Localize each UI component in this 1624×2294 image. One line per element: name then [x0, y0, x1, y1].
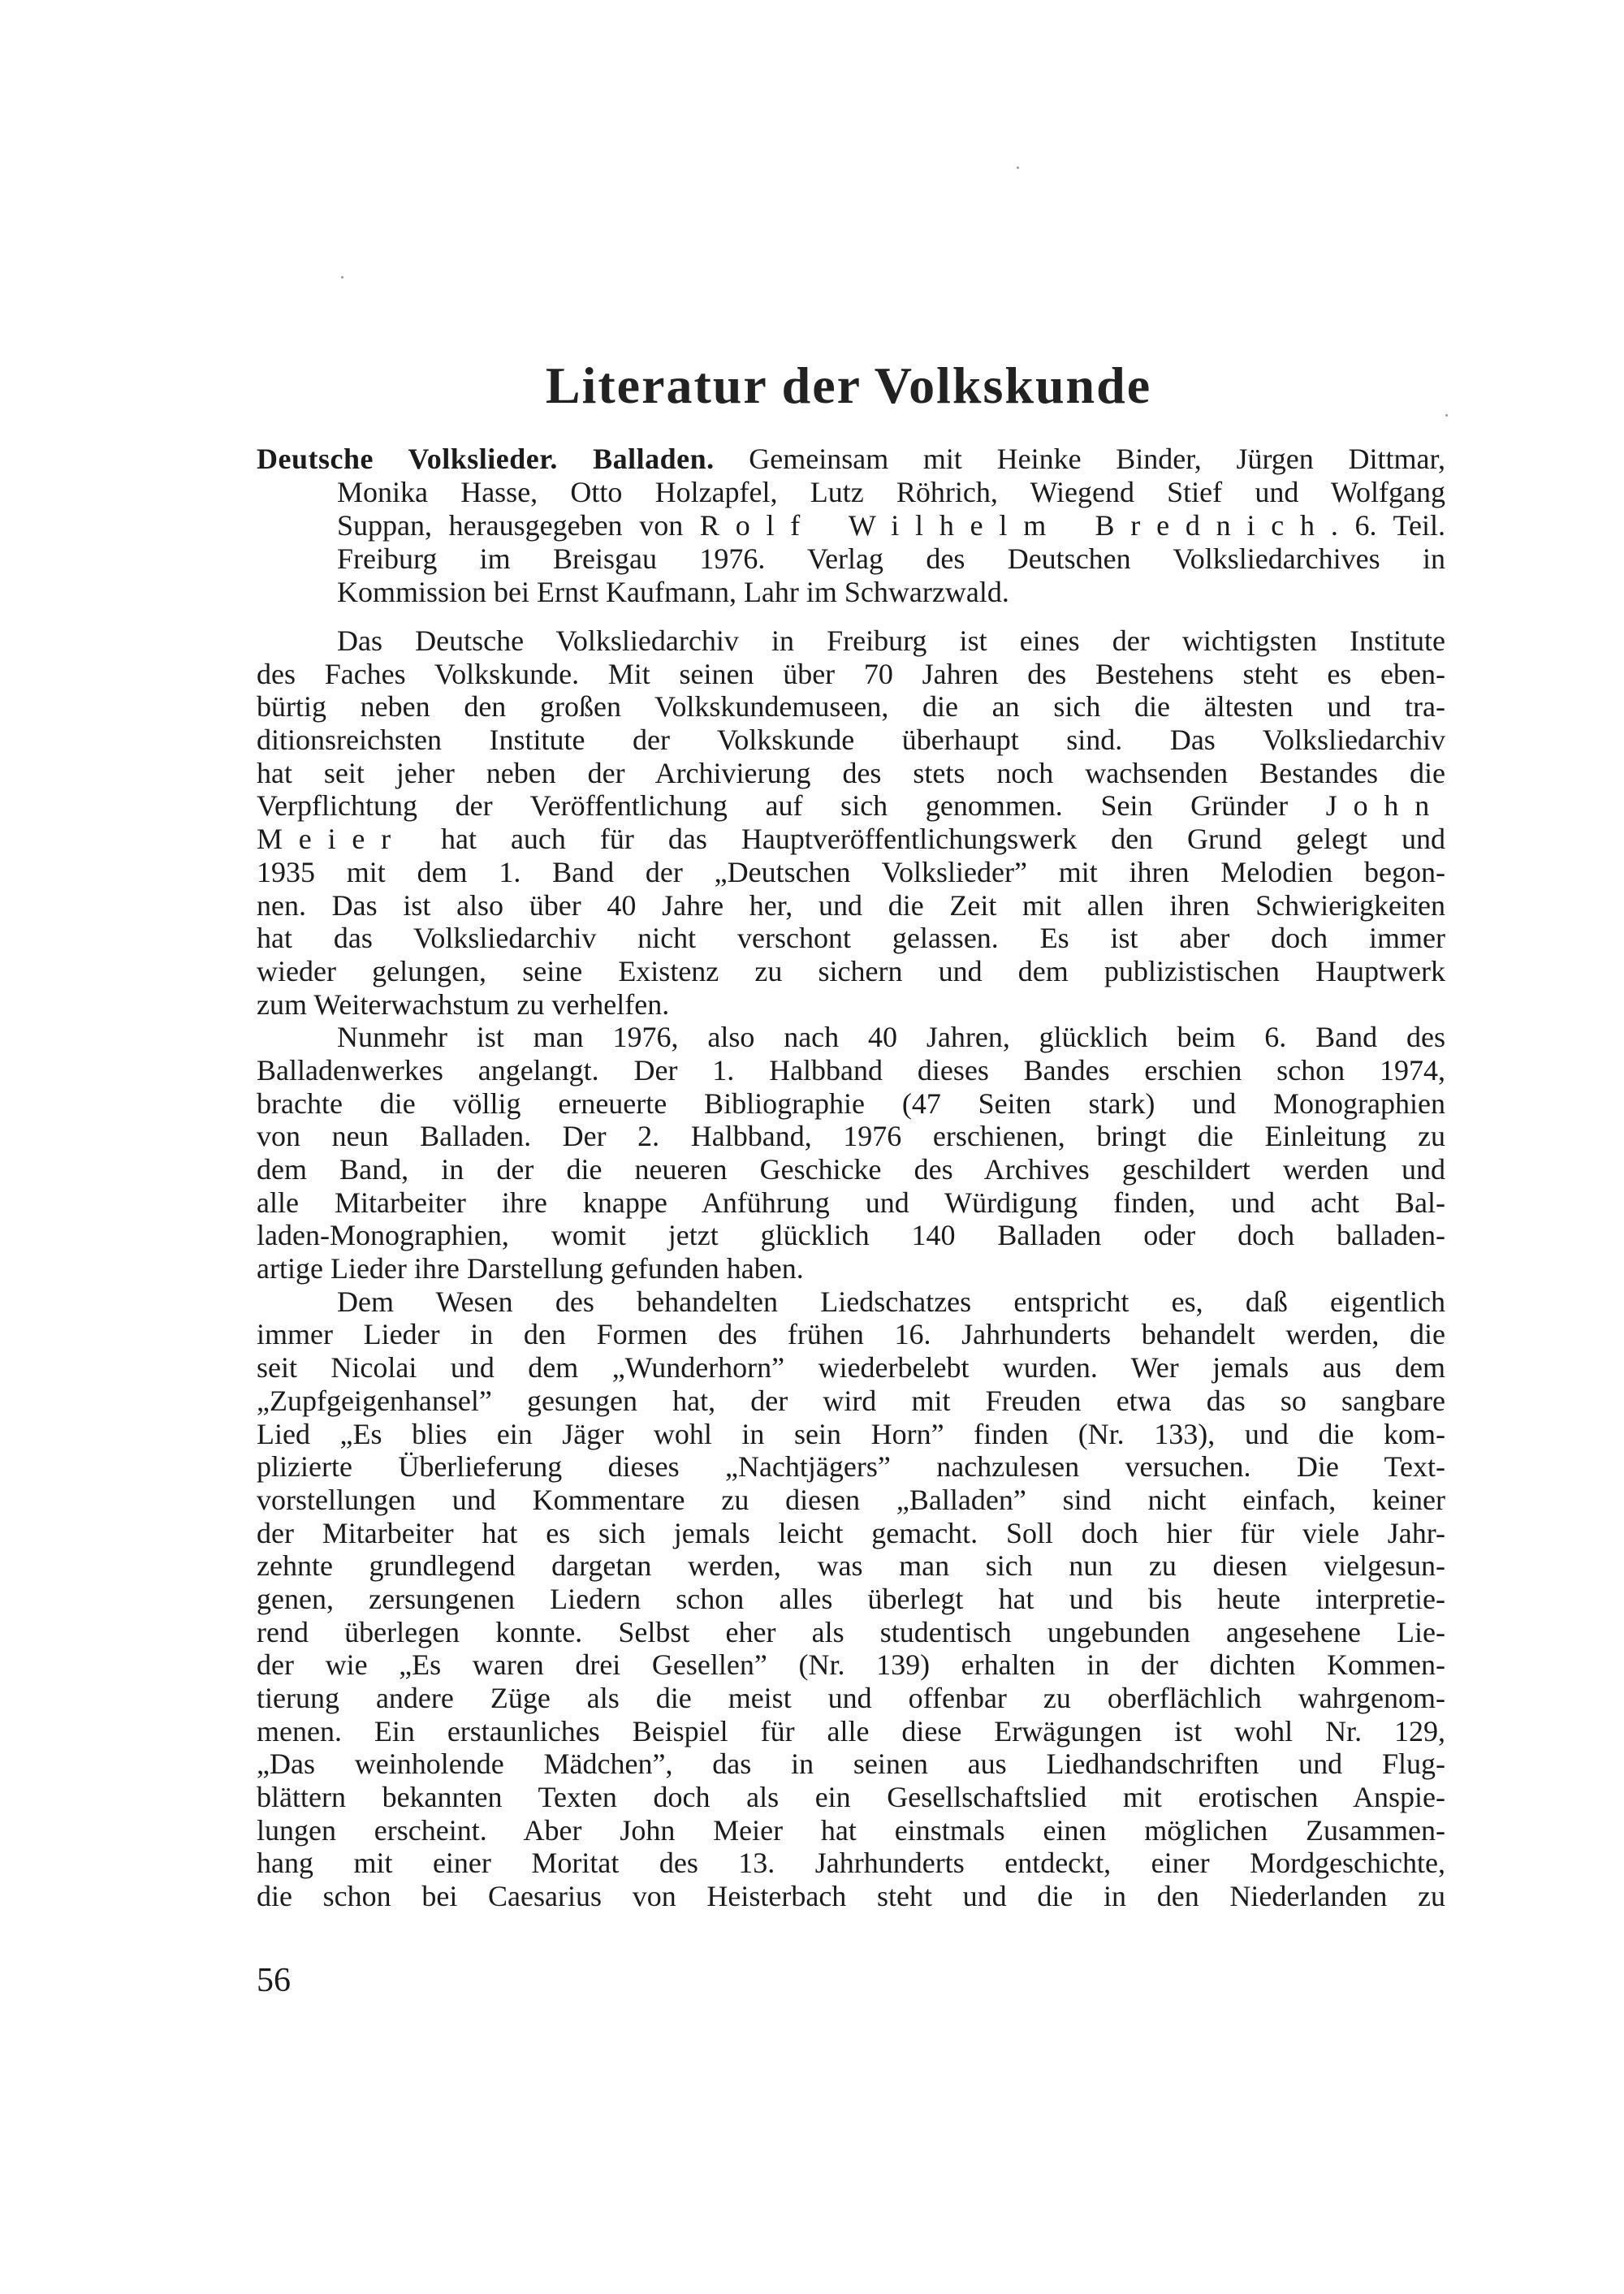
text-run: blättern bekannten Texten doch als ein Gesellschaftslied mit erotischen Anspie- — [257, 1781, 1445, 1814]
text-run: Lied „Es blies ein Jäger wohl in sein Horn” finden (Nr. 133), und die kom- — [257, 1417, 1445, 1450]
paragraph-line — [257, 1748, 1445, 1781]
paragraph-line — [257, 757, 1445, 790]
text-run: der wie „Es waren drei Gesellen” (Nr. 139) erhalten in der dichten Kommen- — [257, 1648, 1445, 1682]
text-run: dem Band, in der die neueren Geschicke des Archives geschildert werden und — [257, 1153, 1445, 1186]
citation-line — [257, 476, 1445, 509]
paragraph-line — [257, 1054, 1445, 1087]
paragraph-line — [257, 1418, 1445, 1451]
paragraph-line — [257, 1385, 1445, 1418]
paragraph-line — [257, 658, 1445, 691]
paragraph-line — [257, 1814, 1445, 1847]
text-run: ditionsreichsten Institute der Volkskunde überhaupt sind. Das Volksliedarchiv — [257, 724, 1445, 757]
scan-speck — [341, 276, 343, 279]
citation-title: Deutsche Volkslieder. Balladen. — [257, 443, 715, 475]
paragraph-line — [257, 1318, 1445, 1351]
text-run: Nunmehr ist man 1976, also nach 40 Jahren, glücklich beim 6. Band des — [337, 1021, 1445, 1054]
paragraph-line — [257, 856, 1445, 889]
bibliographic-citation — [257, 443, 1445, 609]
paragraph-line — [257, 1120, 1445, 1153]
text-run: Das Deutsche Volksliedarchiv in Freiburg ist eines der wichtigsten Institute — [337, 624, 1445, 657]
text-run: Verpflichtung der Veröffentlichung auf sich genommen. Sein Gründer — [257, 789, 1326, 823]
paragraph-line — [257, 889, 1445, 922]
paragraph-line — [257, 823, 1445, 856]
page-number: 56 — [257, 1962, 291, 1999]
text-run: bürtig neben den großen Volkskundemuseen, die an sich die ältesten und tra- — [257, 690, 1445, 724]
paragraph-line — [257, 690, 1445, 724]
paragraph-line — [257, 1153, 1445, 1186]
paragraph-line — [257, 988, 1445, 1022]
paragraph-line — [257, 1880, 1445, 1913]
text-run: laden-Monographien, womit jetzt glücklich 140 Balladen oder doch balladen- — [257, 1219, 1445, 1252]
text-run: 1935 mit dem 1. Band der „Deutschen Volkslieder” mit ihren Melodien begon- — [257, 855, 1445, 888]
paragraph-line — [257, 1219, 1445, 1252]
text-run: genen, zersungenen Liedern schon alles überlegt hat und bis heute interpretie- — [257, 1582, 1445, 1615]
text-run: des Faches Volkskunde. Mit seinen über 70 Jahren des Bestehens steht es eben- — [257, 657, 1445, 690]
text-run: hat auch für das Hauptveröffentlichungswerk den Grund gelegt und — [406, 823, 1445, 856]
text-run: rend überlegen konnte. Selbst eher als studentisch ungebunden angesehene Lie- — [257, 1615, 1445, 1648]
text-run: hat das Volksliedarchiv nicht verschont gelassen. Es ist aber doch immer — [257, 922, 1445, 955]
paragraph-line — [257, 789, 1445, 823]
paragraph-line — [257, 1021, 1445, 1054]
review-body — [257, 624, 1445, 1913]
paragraph-line — [257, 624, 1445, 658]
text-run: plizierte Überlieferung dieses „Nachtjägers” nachzulesen versuchen. Die Text- — [257, 1450, 1445, 1484]
paragraph-line — [257, 1450, 1445, 1484]
paragraph-line — [257, 1648, 1445, 1682]
paragraph-line — [257, 1583, 1445, 1616]
text-run: der Mitarbeiter hat es sich jemals leicht gemacht. Soll doch hier für viele Jahr- — [257, 1516, 1445, 1549]
paragraph-line — [257, 724, 1445, 757]
text-run: menen. Ein erstaunliches Beispiel für alle diese Erwägungen ist wohl Nr. 129, — [257, 1714, 1445, 1748]
spaced-name: Meier — [257, 823, 407, 856]
paragraph-line — [257, 1087, 1445, 1121]
text-run: brachte die völlig erneuerte Bibliographie (47 Seiten stark) und Monographien — [257, 1087, 1445, 1120]
text-run: hat seit jeher neben der Archivierung des stets noch wachsenden Bestandes die — [257, 756, 1445, 789]
paragraph-line — [257, 1351, 1445, 1385]
text-run: Dem Wesen des behandelten Liedschatzes entspricht es, daß eigentlich — [337, 1285, 1445, 1318]
text-run: Freiburg im Breisgau 1976. Verlag des Deutschen Volksliedarchives in — [337, 542, 1445, 575]
paragraph-line — [257, 922, 1445, 955]
paragraph-line — [257, 1616, 1445, 1649]
paragraph-line — [257, 1484, 1445, 1517]
text-run: „Das weinholende Mädchen”, das in seinen aus Liedhandschriften und Flug- — [257, 1748, 1445, 1781]
text-run: Gemeinsam mit Heinke Binder, Jürgen Dittmar, — [714, 443, 1445, 475]
scan-speck — [1445, 414, 1448, 417]
citation-line — [257, 542, 1445, 576]
text-run: . 6. Teil. — [1330, 509, 1445, 542]
text-run: seit Nicolai und dem „Wunderhorn” wiederbelebt wurden. Wer jemals aus dem — [257, 1351, 1445, 1385]
text-run: nen. Das ist also über 40 Jahre her, und die Zeit mit allen ihren Schwierigkeiten — [257, 888, 1445, 922]
paragraph-line — [257, 1549, 1445, 1583]
text-run: zum Weiterwachstum zu verhelfen. — [257, 987, 670, 1021]
paragraph-line — [257, 1682, 1445, 1715]
text-run: zehnte grundlegend dargetan werden, was man sich nun zu diesen vielgesun- — [257, 1549, 1445, 1583]
page-title: Literatur der Volkskunde — [545, 356, 1152, 414]
text-run: Suppan, herausgegeben von — [337, 509, 700, 542]
text-run: die schon bei Caesarius von Heisterbach steht und die in den Niederlanden zu — [257, 1880, 1445, 1913]
paragraph-line — [257, 1715, 1445, 1748]
text-run: vorstellungen und Kommentare zu diesen „Balladen” sind nicht einfach, keiner — [257, 1483, 1445, 1516]
text-run: tierung andere Züge als die meist und offenbar zu oberflächlich wahrgenom- — [257, 1682, 1445, 1714]
paragraph-line — [257, 955, 1445, 988]
citation-line — [257, 443, 1445, 476]
paragraph-line — [257, 1517, 1445, 1550]
text-run: Balladenwerkes angelangt. Der 1. Halbband dieses Bandes erschien schon 1974, — [257, 1053, 1445, 1087]
paragraph-line — [257, 1252, 1445, 1285]
text-run: immer Lieder in den Formen des frühen 16. Jahrhunderts behandelt werden, die — [257, 1318, 1445, 1351]
text-run: Monika Hasse, Otto Holzapfel, Lutz Röhrich, Wiegend Stief und Wolfgang — [337, 476, 1445, 508]
text-run: wieder gelungen, seine Existenz zu sichern und dem publizistischen Hauptwerk — [257, 954, 1445, 987]
text-run: hang mit einer Moritat des 13. Jahrhunderts entdeckt, einer Mordgeschichte, — [257, 1847, 1445, 1880]
paragraph-line — [257, 1186, 1445, 1220]
text-run: Kommission bei Ernst Kaufmann, Lahr im Schwarzwald. — [337, 576, 1009, 608]
text-run: lungen erscheint. Aber John Meier hat einstmals einen möglichen Zusammen- — [257, 1813, 1445, 1847]
paragraph-line — [257, 1285, 1445, 1319]
text-run: alle Mitarbeiter ihre knappe Anführung und Würdigung finden, und acht Bal- — [257, 1186, 1445, 1219]
text-run: „Zupfgeigenhansel” gesungen hat, der wird mit Freuden etwa das so sangbare — [257, 1384, 1445, 1417]
text-run: von neun Balladen. Der 2. Halbband, 1976 erschienen, bringt die Einleitung zu — [257, 1120, 1445, 1153]
scan-speck — [1017, 166, 1019, 169]
paragraph-line — [257, 1847, 1445, 1880]
paragraph-line — [257, 1781, 1445, 1814]
citation-line — [257, 509, 1445, 542]
spaced-name: Rolf Wilhelm Brednich — [699, 509, 1331, 542]
citation-line — [257, 576, 1445, 609]
spaced-name: John — [1325, 789, 1445, 823]
text-run: artige Lieder ihre Darstellung gefunden haben. — [257, 1252, 804, 1285]
